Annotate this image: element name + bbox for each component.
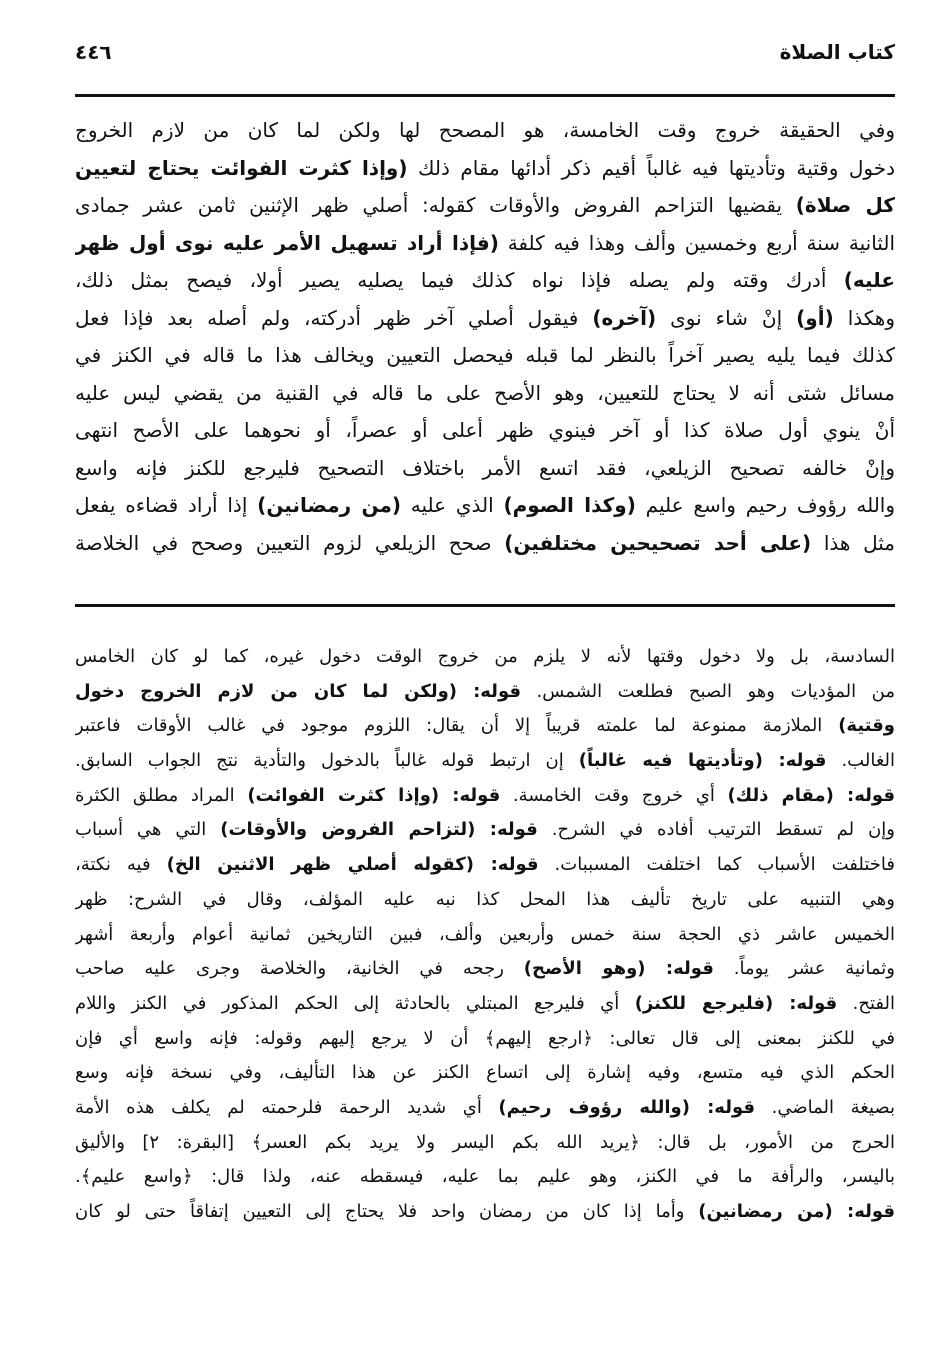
footnote-line	[75, 1126, 895, 1161]
text-segment: وفي الحقيقة خروج وقت الخامسة، هو المصحح لها ولكن لما كان من لازم الخروج	[75, 118, 895, 142]
footnote-line	[75, 744, 895, 779]
bold-text-segment: (فإذا أراد تسهيل الأمر عليه نوى أول ظهر	[75, 230, 499, 255]
main-text-line	[75, 525, 895, 563]
text-segment: الخميس عاشر ذي الحجة سنة خمس وأربعين وألف، فبين التاريخين ثمانية أعوام وأربعة أشهر	[75, 923, 895, 945]
bold-text-segment: (على أحد تصحيحين مختلفين)	[504, 530, 812, 555]
bold-text-segment: قوله: (فليرجع للكنز)	[634, 992, 838, 1014]
footnote-line	[75, 1160, 895, 1195]
text-segment: إنْ شاء نوى	[656, 305, 797, 330]
text-segment: صحح الزيلعي لزوم التعيين وصحح في الخلاصة	[75, 530, 505, 555]
bold-text-segment: قوله: (مقام ذلك)	[727, 784, 895, 806]
text-segment: فيقول أصلي آخر ظهر أدركته، ولم أصله بعد فإذا فعل	[75, 305, 593, 330]
main-text-line	[75, 337, 895, 375]
footnotes	[75, 640, 895, 1230]
text-segment: فاختلفت الأسباب كما اختلفت المسببات.	[538, 854, 895, 876]
footnote-line	[75, 918, 895, 953]
text-segment: الفتح.	[837, 992, 895, 1014]
text-segment: مثل هذا	[811, 530, 895, 555]
footnote-line	[75, 675, 895, 710]
text-segment: من المؤديات وهو الصبح فطلعت الشمس.	[521, 680, 895, 702]
footnote-line	[75, 1195, 895, 1230]
text-segment: بصيغة الماضي.	[755, 1096, 895, 1118]
bold-text-segment: قوله: (والله رؤوف رحيم)	[498, 1096, 756, 1118]
text-segment: أي خروج وقت الخامسة.	[500, 784, 728, 806]
bold-text-segment: (آخره)	[592, 305, 657, 330]
text-segment: إن ارتبط قوله غالباً بالدخول والتأدية نتج الجواب السابق.	[75, 750, 579, 772]
text-segment: الغالب.	[826, 750, 895, 772]
footnote-line	[75, 987, 895, 1022]
bold-text-segment: قوله: (وهو الأصح)	[523, 958, 714, 980]
text-segment: باليسر، والرأفة ما في الكنز، وهو عليم بما عليه، فيسقطه عنه، ولذا قال: ﴿واسع عليم﴾.	[75, 1166, 895, 1188]
bold-text-segment: عليه)	[843, 268, 895, 292]
running-header	[75, 40, 895, 74]
main-text-line	[75, 300, 895, 338]
footnote-line	[75, 1056, 895, 1091]
main-text-line	[75, 187, 895, 225]
text-segment: كذلك فيما يليه يصير آخراً بالنظر لما قبله فيحصل التعيين ويخالف هذا ما قاله في الكنز في	[75, 343, 895, 367]
text-segment: السادسة، بل ولا دخول وقتها لأنه لا يلزم من خروج الوقت دخول غيره، كما لو كان الخامس	[75, 646, 895, 667]
footnote-line	[75, 779, 895, 814]
text-segment: الحرج من الأمور، بل قال: ﴿يريد الله بكم اليسر ولا يريد بكم العسر﴾ [البقرة: ٢] والأليق	[75, 1131, 895, 1153]
page-number: ٤٤٦	[75, 40, 112, 64]
footnote-line	[75, 813, 895, 848]
text-segment: الذي عليه	[401, 493, 504, 517]
text-segment: يقضيها التزاحم الفروض والأوقات كقوله: أصلي ظهر الإثنين ثامن عشر جمادى	[75, 193, 796, 217]
footnote-line	[75, 848, 895, 883]
footnote-line	[75, 1022, 895, 1057]
footnote-line	[75, 640, 895, 675]
bold-text-segment: قوله: (ولكن لما كان من لازم الخروج دخول	[75, 680, 522, 702]
text-segment: رجحه في الخانية، والخلاصة وجرى عليه صاحب	[75, 958, 524, 980]
main-text-line	[75, 487, 895, 525]
text-segment: وأما إذا كان من رمضان واحد فلا يحتاج إلى التعيين إتفاقاً حتى لو كان	[75, 1201, 699, 1222]
main-text-line	[75, 412, 895, 450]
bold-text-segment: قوله: (وتأديتها فيه غالباً)	[578, 750, 827, 772]
text-segment: وإن لم تسقط الترتيب أفاده في الشرح.	[537, 819, 895, 841]
text-segment: أدرك وقته ولم يصله فإذا نواه كذلك فيما يصليه يصير أولا، فيصح بمثل ذلك،	[75, 268, 844, 292]
bold-text-segment: قوله: (وإذا كثرت الفوائت)	[247, 784, 501, 806]
text-segment: وهي التنبيه على تاريخ تأليف هذا المحل كذا نبه عليه المؤلف، وقال في الشرح: ظهر	[75, 888, 895, 910]
bold-text-segment: قوله: (كقوله أصلي ظهر الاثنين الخ)	[166, 854, 539, 876]
header-rule	[75, 94, 895, 97]
text-segment: مسائل شتى أنه لا يحتاج للتعيين، وهو الأصح على ما قاله في القنية من يقضي ليس عليه	[75, 380, 895, 405]
bold-text-segment: قوله: (من رمضانين)	[698, 1201, 895, 1222]
chapter-title: كتاب الصلاة	[779, 40, 895, 64]
text-segment: أي شديد الرحمة فلرحمته لم يكلف هذه الأمة	[75, 1096, 499, 1118]
text-segment: وثمانية عشر يوماً.	[713, 958, 895, 980]
text-segment: فيه نكتة،	[75, 854, 167, 876]
footnote-line	[75, 1091, 895, 1126]
text-segment: والله رؤوف رحيم واسع عليم	[635, 493, 895, 517]
bold-text-segment: (أو)	[796, 305, 834, 330]
text-segment: في للكنز بمعنى إلى قال تعالى: ﴿ارجع إليهم﴾ أن لا يرجع إليهم وقوله: فإنه واسع أي فإن	[75, 1027, 895, 1049]
footnote-line	[75, 952, 895, 987]
main-text-line	[75, 450, 895, 488]
bold-text-segment: وقتية)	[838, 715, 895, 737]
text-segment: وإنْ خالفه تصحيح الزيلعي، فقد اتسع الأمر باختلاف التصحيح فليرجع للكنز فإنه واسع	[75, 455, 895, 480]
bold-text-segment: (من رمضانين)	[257, 493, 402, 517]
text-segment: أنْ ينوي أول صلاة كذا أو آخر فينوي ظهر أعلى أو عصراً، أو نحوهما على الأصح انتهى	[75, 418, 895, 442]
main-text-line	[75, 225, 895, 263]
text-segment: الملازمة ممنوعة لما علمته قريباً إلا أن يقال: اللزوم موجود في غالب الأوقات فاعتبر	[75, 715, 839, 737]
bold-text-segment: كل صلاة)	[795, 193, 895, 217]
text-segment: الحكم الذي فيه متسع، وفيه إشارة إلى اتساع الكنز عن هذا التأليف، وفي نسخة فإنه وسع	[75, 1062, 895, 1084]
text-segment: دخول وقتية وتأديتها فيه غالباً أقيم ذكر أدائها مقام ذلك	[407, 155, 895, 180]
main-text-line	[75, 112, 895, 150]
bold-text-segment: (وإذا كثرت الفوائت يحتاج لتعيين	[75, 155, 408, 180]
text-segment: المراد مطلق الكثرة	[75, 784, 248, 806]
text-segment: الثانية سنة أربع وخمسين وألف وهذا فيه كلفة	[498, 230, 895, 255]
text-segment: التي هي أسباب	[75, 819, 221, 841]
text-segment: إذا أراد قضاءه يفعل	[75, 493, 258, 517]
main-text-line	[75, 375, 895, 413]
text-segment: وهكذا	[833, 305, 895, 330]
text-segment: أي فليرجع المبتلي بالحادثة إلى الحكم المذكور في الكنز واللام	[75, 992, 635, 1014]
footnote-line	[75, 709, 895, 744]
bold-text-segment: (وكذا الصوم)	[503, 493, 636, 517]
bold-text-segment: قوله: (لتزاحم الفروض والأوقات)	[220, 819, 538, 841]
main-text-line	[75, 262, 895, 300]
footnote-line	[75, 883, 895, 918]
main-text	[75, 112, 895, 562]
footnote-separator	[75, 604, 895, 607]
main-text-line	[75, 150, 895, 188]
